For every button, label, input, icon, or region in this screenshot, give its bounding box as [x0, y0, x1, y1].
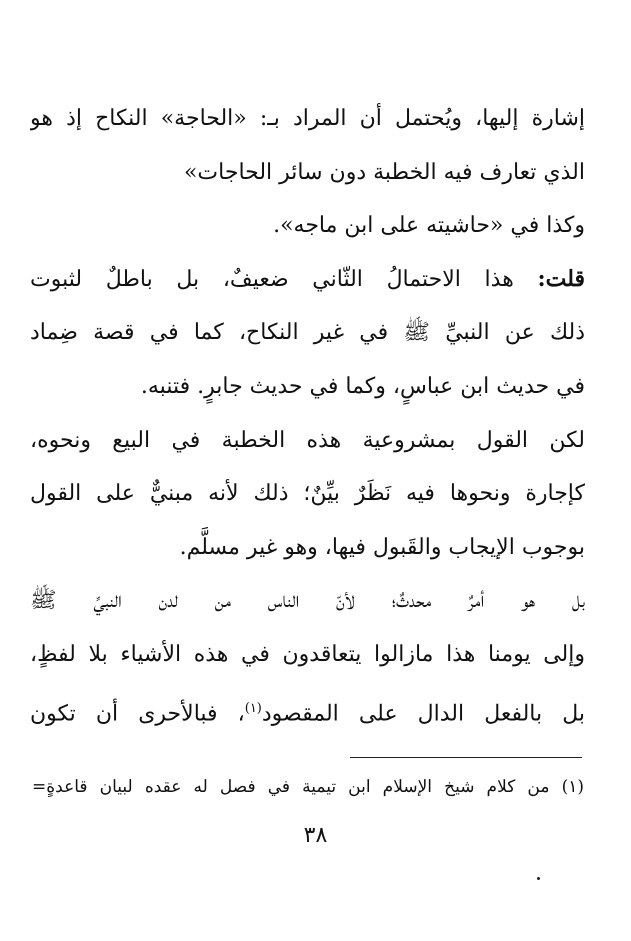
- text-line-1: إشارة إليها، ويُحتمل أن المراد بـ: «الحاجة» النكاح إذ هو: [30, 106, 585, 131]
- text-line-4-middle: هذا الاحتمالُ الثّاني ضعيفٌ،: [199, 266, 538, 292]
- text-line-4: [30, 253, 585, 307]
- text-line-11: وإلى يومنا هذا مازالوا يتعاقدون في هذه الأشياء بلا لفظٍ،: [30, 641, 585, 667]
- footnote-divider: [350, 757, 582, 758]
- page-number: ٣٨: [303, 823, 328, 848]
- scan-dot: [537, 877, 540, 880]
- text-line-12-start: بل بالفعل الدال على المقصود: [261, 700, 585, 726]
- qultu-label: قلت:: [537, 265, 585, 292]
- text-line-6: في حديث ابن عباسٍ، وكما في حديث جابرٍ. فتنبه.: [140, 373, 585, 399]
- text-line-9: بوجوب الإيجاب والقَبول فيها، وهو غير مسلَّم.: [179, 534, 585, 560]
- main-text: [30, 92, 585, 735]
- text-line-5: ذلك عن النبيِّ ﷺ في غير النكاح، كما في قصة ضِماد: [30, 320, 585, 346]
- text-line-3: وكذا في «حاشيته على ابن ماجه».: [273, 213, 585, 239]
- text-line-10: بل هو أمرٌ محدثٌ؛ لأنّ الناس من لدن النبيِّ ﷺ: [30, 588, 585, 614]
- text-line-4-end: بل باطلٌ لثبوت: [30, 266, 200, 292]
- text-line-2: الذي تعارف فيه الخطبة دون سائر الحاجات»: [183, 159, 585, 185]
- footnote-text: (١) من كلام شيخ الإسلام ابن تيمية في فصل له عقده لبيان قاعدةٍ=: [32, 777, 584, 797]
- text-line-12: [30, 682, 585, 736]
- text-line-7: لكن القول بمشروعية هذه الخطبة في البيع ونحوه،: [30, 427, 585, 453]
- footnote-reference: (١): [244, 700, 262, 716]
- text-line-12-end: ، فبالأحرى أن تكون: [30, 700, 245, 726]
- text-line-8: كإجارة ونحوها فيه نَظَرٌ بيِّنٌ؛ ذلك لأنه مبنيٌّ على القول: [30, 481, 585, 507]
